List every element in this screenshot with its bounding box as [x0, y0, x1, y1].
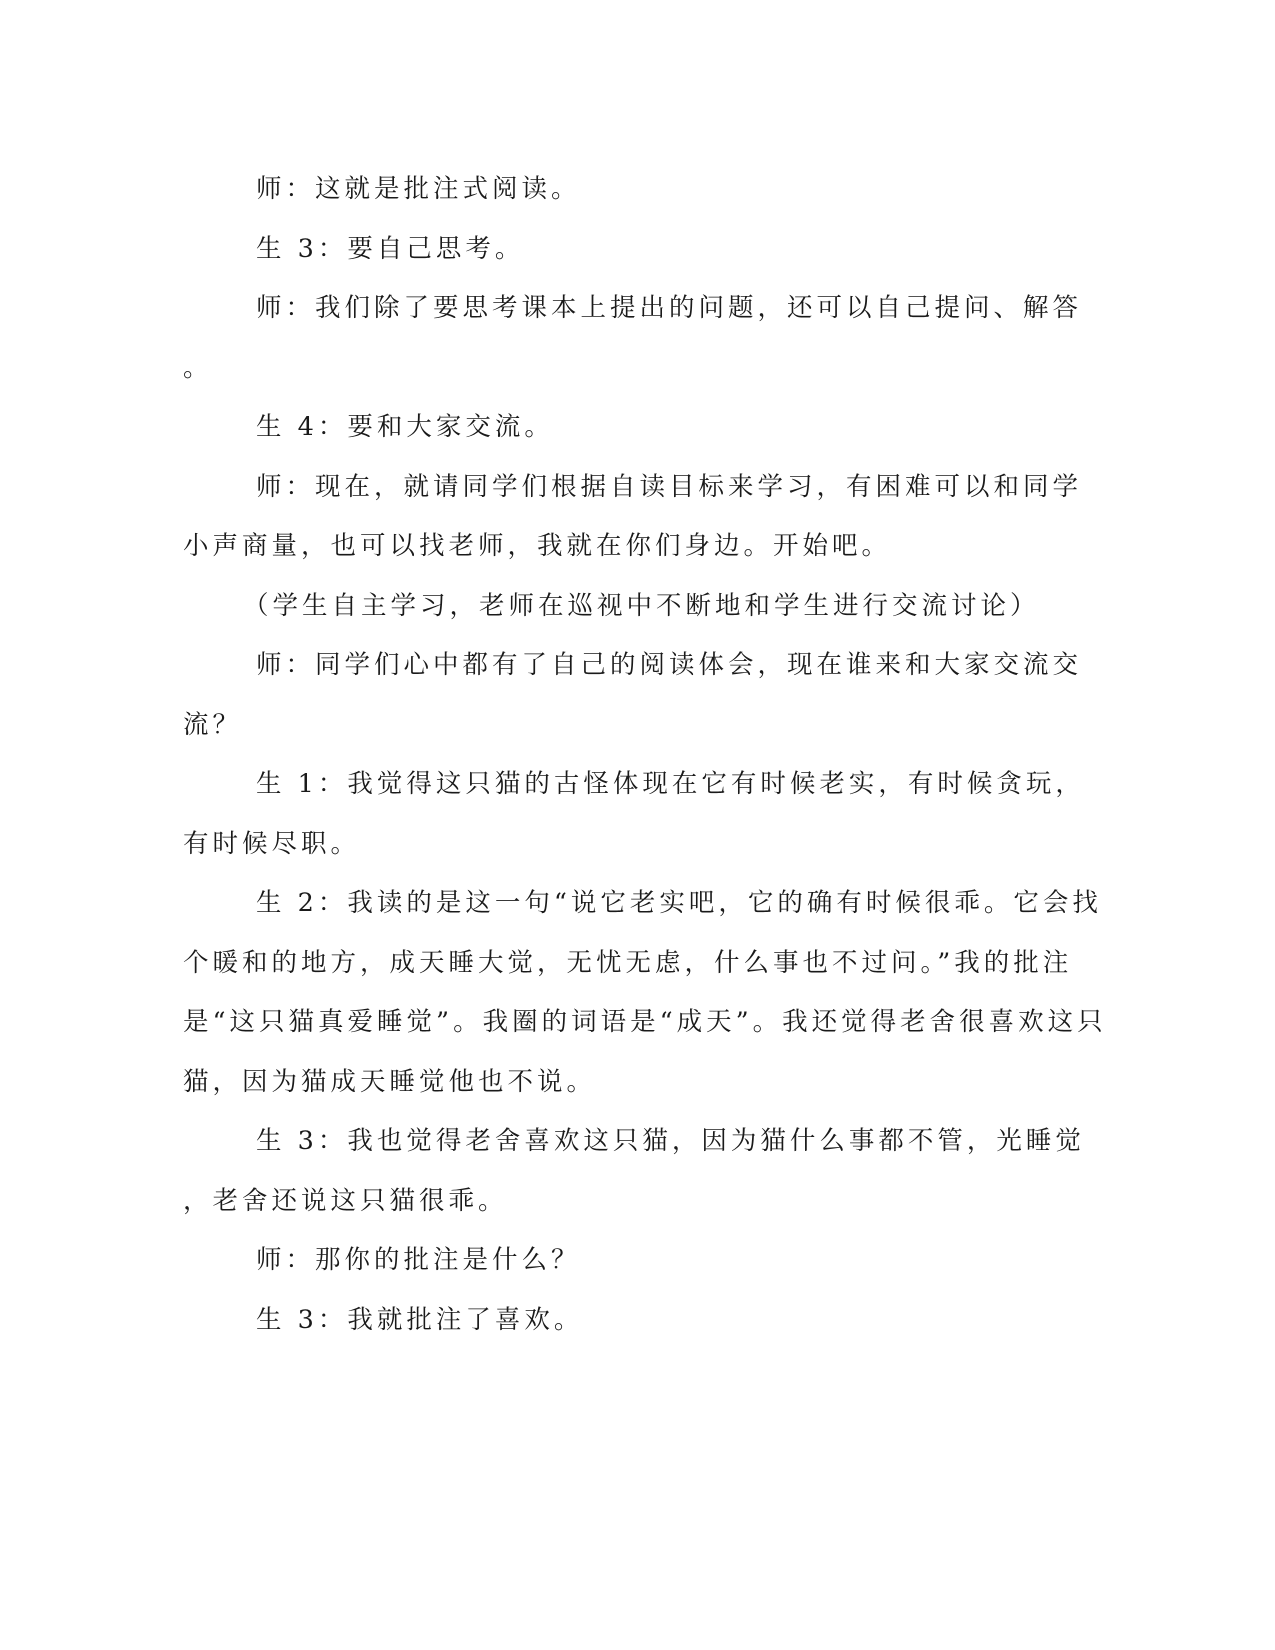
stage-direction: （学生自主学习，老师在巡视中不断地和学生进行交流讨论）: [243, 590, 1040, 621]
dialogue-line-continuation: 是“这只猫真爱睡觉”。我圈的词语是“成天”。我还觉得老舍很喜欢这只: [183, 1007, 1107, 1037]
dialogue-line: 师：那你的批注是什么？: [256, 1245, 581, 1275]
dialogue-line: 师：现在，就请同学们根据自读目标来学习，有困难可以和同学: [256, 471, 1083, 502]
dialogue-line: 师：我们除了要思考课本上提出的问题，还可以自己提问、解答: [256, 293, 1083, 323]
dialogue-line: 生 2：我读的是这一句“说它老实吧，它的确有时候很乖。它会找: [256, 888, 1102, 918]
dialogue-line-continuation: 。: [183, 352, 213, 383]
dialogue-line: 生 1：我觉得这只猫的古怪体现在它有时候老实，有时候贪玩，: [256, 769, 1085, 799]
dialogue-line: 生 4：要和大家交流。: [256, 412, 554, 442]
dialogue-line-continuation: 有时候尽职。: [183, 828, 361, 859]
dialogue-line-continuation: 猫，因为猫成天睡觉他也不说。: [183, 1066, 597, 1097]
dialogue-line: 生 3：要自己思考。: [256, 233, 525, 264]
dialogue-line: 生 3：我就批注了喜欢。: [256, 1304, 584, 1335]
dialogue-line-continuation: 流？: [183, 709, 243, 740]
document-body: [183, 160, 1107, 1350]
dialogue-line-continuation: 个暖和的地方，成天睡大觉，无忧无虑，什么事也不过问。”我的批注: [183, 947, 1073, 978]
dialogue-line: 师：同学们心中都有了自己的阅读体会，现在谁来和大家交流交: [256, 650, 1083, 680]
dialogue-line-continuation: 小声商量，也可以找老师，我就在你们身边。开始吧。: [183, 531, 892, 561]
dialogue-line-continuation: ，老舍还说这只猫很乖。: [183, 1185, 508, 1216]
dialogue-line: 师：这就是批注式阅读。: [256, 174, 581, 204]
dialogue-line: 生 3：我也觉得老舍喜欢这只猫，因为猫什么事都不管，光睡觉: [256, 1126, 1085, 1156]
